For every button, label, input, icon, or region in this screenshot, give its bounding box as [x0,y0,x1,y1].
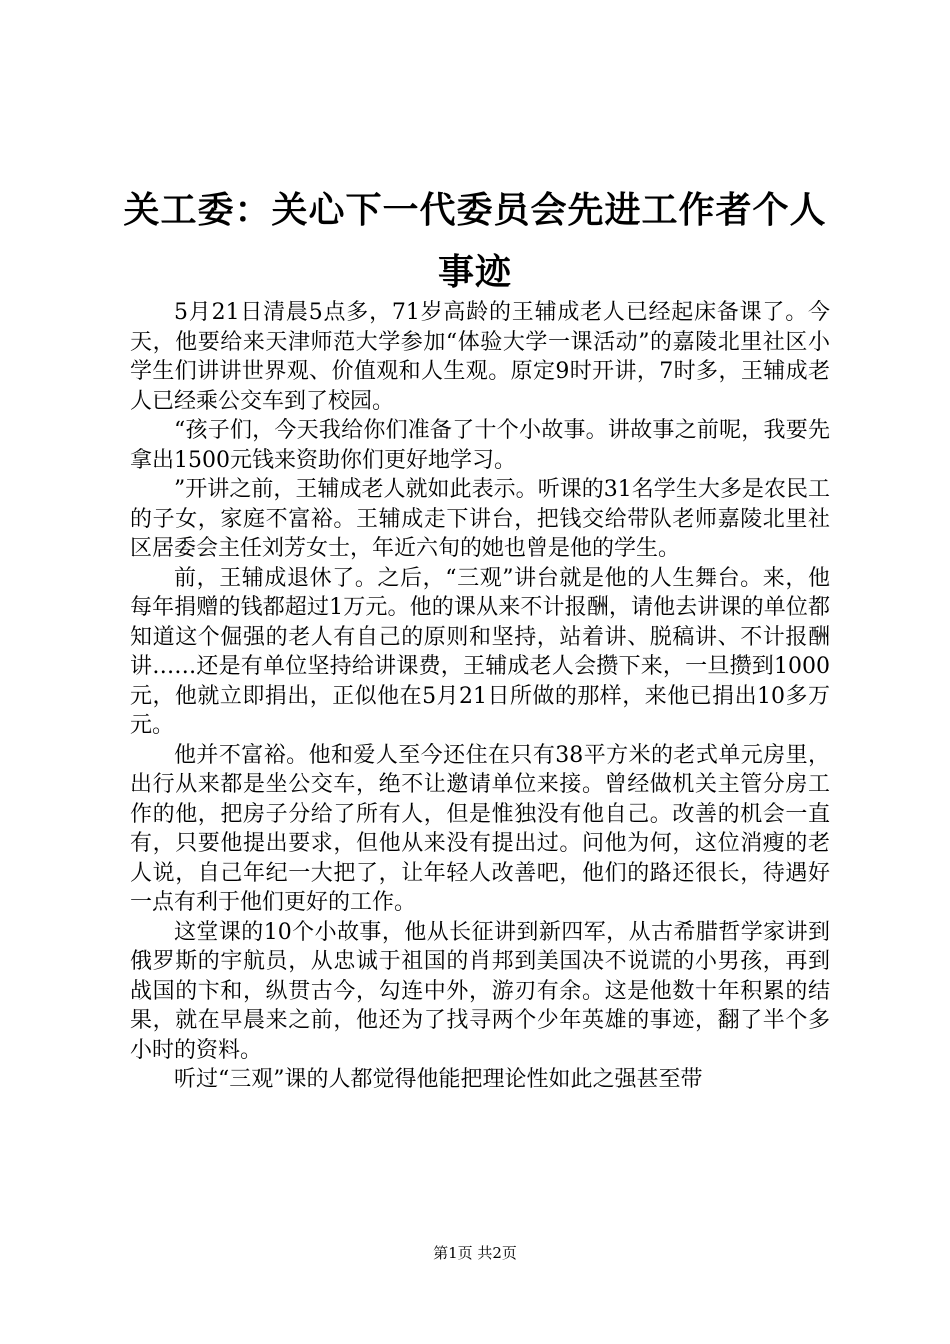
paragraph: 5月21日清晨5点多，71岁高龄的王辅成老人已经起床备课了。今天，他要给来天津师范大学参加“体验大学一课活动”的嘉陵北里社区小学生们讲讲世界观、价值观和人生观。原定9时开讲，7时多，王辅成老人已经乘公交车到了校园。 [130,300,830,414]
paragraph: 他并不富裕。他和爱人至今还住在只有38平方米的老式单元房里，出行从来都是坐公交车，绝不让邀请单位来接。曾经做机关主管分房工作的他，把房子分给了所有人，但是惟独没有他自己。改善的机会一直有，只要他提出要求，但他从来没有提出过。问他为何，这位消瘦的老人说，自己年纪一大把了，让年轻人改善吧，他们的路还很长，待遇好一点有利于他们更好的工作。 [130,742,830,915]
paragraph: ”开讲之前，王辅成老人就如此表示。听课的31名学生大多是农民工的子女，家庭不富裕。王辅成走下讲台，把钱交给带队老师嘉陵北里社区居委会主任刘芳女士，年近六旬的她也曾是他的学生。 [130,477,830,561]
paragraph: 听过“三观”课的人都觉得他能把理论性如此之强甚至带 [174,1067,703,1092]
document-body [130,298,830,1095]
document-title: 关工委：关心下一代委员会先进工作者个人事迹 [123,190,827,293]
paragraph: “孩子们，今天我给你们准备了十个小故事。讲故事之前呢，我要先拿出1500元钱来资助你们更好地学习。 [130,418,830,473]
paragraph: 这堂课的10个小故事，他从长征讲到新四军，从古希腊哲学家讲到俄罗斯的宇航员，从忠诚于祖国的肖邦到美国决不说谎的小男孩，再到战国的卞和，纵贯古今，勾连中外，游刃有余。这是他数十年积累的结果，就在早晨来之前，他还为了找寻两个少年英雄的事迹，翻了半个多小时的资料。 [130,919,830,1063]
page-footer: 第1页 共2页 [433,1244,517,1262]
paragraph: 前，王辅成退休了。之后，“三观”讲台就是他的人生舞台。来，他每年捐赠的钱都超过1万元。他的课从来不计报酬，请他去讲课的单位都知道这个倔强的老人有自己的原则和坚持，站着讲、脱稿讲、不计报酬讲……还是有单位坚持给讲课费，王辅成老人会攒下来，一旦攒到1000元，他就立即捐出，正似他在5月21日所做的那样，来他已捐出10多万元。 [130,565,830,738]
